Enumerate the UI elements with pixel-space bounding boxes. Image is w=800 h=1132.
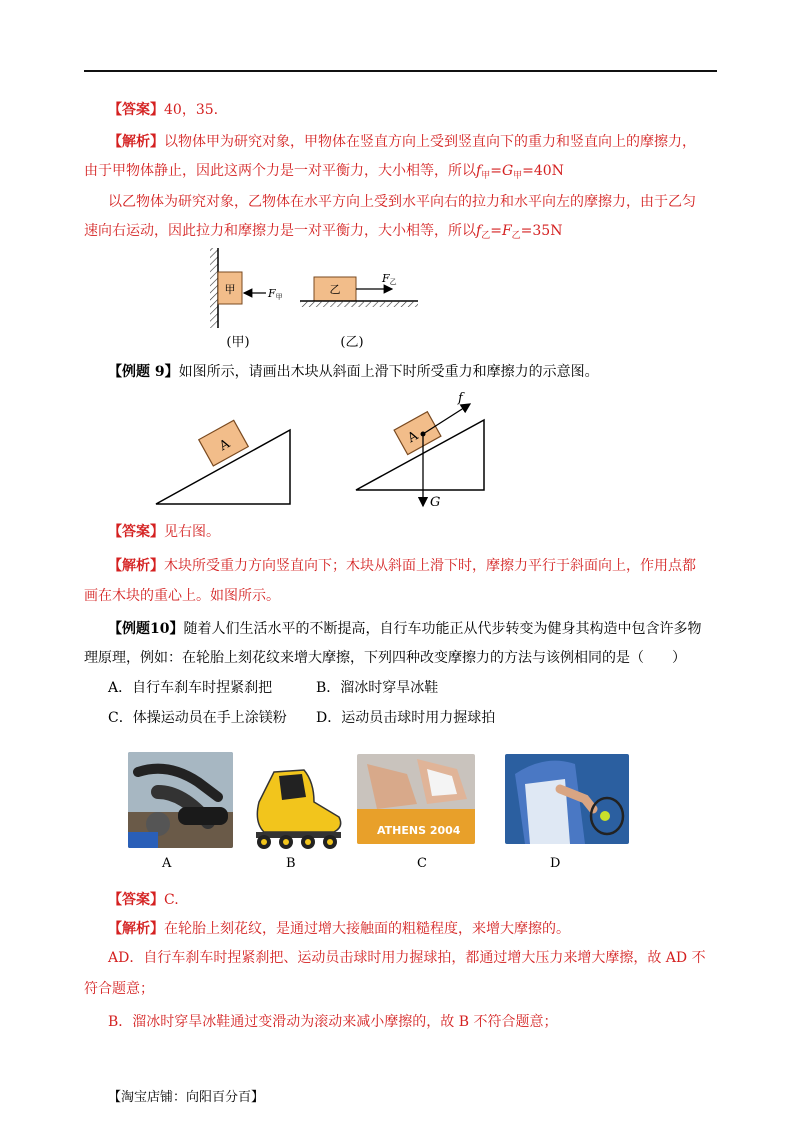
subscript: 甲 (481, 171, 491, 181)
svg-text:A: A (216, 436, 233, 455)
explanation-9-line2: 画在木块的重心上。如图所示。 (84, 588, 280, 604)
symbol-F: F (501, 223, 512, 239)
photo-caption-D: D (550, 856, 561, 871)
explanation-label: 【解析】 (108, 558, 164, 574)
explanation-10-line1 (108, 919, 570, 939)
caption-yi: (乙) (340, 335, 364, 350)
answer-label: 【答案】 (108, 102, 164, 118)
explanation-text: 木块所受重力方向竖直向下；木块从斜面上滑下时，摩擦力平行于斜面向上，作用点都 (164, 558, 696, 574)
block-A-left (199, 420, 249, 466)
photo-caption-A: A (162, 856, 172, 871)
wall-hatching (210, 248, 218, 328)
symbol-f: f (476, 163, 482, 179)
explanation-8-line1 (108, 132, 696, 152)
answer-8 (108, 100, 218, 120)
option-D: D．运动员击球时用力握球拍 (316, 710, 496, 726)
answer-10 (108, 890, 179, 910)
explanation-text: 速向右运动，因此拉力和摩擦力是一对平衡力，大小相等，所以 (84, 223, 476, 239)
subscript: 甲 (513, 171, 523, 181)
explanation-text: 以物体甲为研究对象，甲物体在竖直方向上受到竖直向下的重力和竖直向上的摩擦力， (164, 134, 696, 150)
gravity-label: G (430, 495, 441, 510)
equals: = (490, 223, 502, 239)
answer-value: 40，35. (164, 102, 219, 118)
explanation-9-line1 (108, 556, 696, 576)
figure-9-incline (150, 386, 500, 510)
caption-jia: (甲) (226, 335, 250, 350)
ground-hatching (300, 301, 418, 307)
svg-text:A: A (405, 428, 421, 447)
option-C: C．体操运动员在手上涂镁粉 (108, 710, 287, 726)
option-A: A．自行车刹车时捏紧刹把 (108, 680, 273, 696)
footer-shop-name: 【淘宝店铺：向阳百分百】 (108, 1090, 265, 1105)
force-label-yi: F乙 (382, 272, 397, 286)
value: =40N (522, 163, 564, 179)
subscript: 乙 (481, 231, 491, 241)
answer-label: 【答案】 (108, 892, 164, 908)
explanation-text: 由于甲物体静止，因此这两个力是一对平衡力，大小相等，所以 (84, 163, 476, 179)
photo-tennis-player (505, 754, 629, 844)
photo-roller-skate (244, 762, 350, 850)
explanation-10-line3: 符合题意； (84, 981, 154, 997)
force-label-jia: F甲 (268, 287, 283, 301)
explanation-10-line2: AD．自行车刹车时捏紧刹把、运动员击球时用力握球拍，都通过增大压力来增大摩擦，故 AD 不 (108, 950, 706, 966)
question-10-line1 (108, 619, 701, 639)
header-rule (84, 70, 717, 72)
figure-8-force-diagrams (200, 246, 430, 352)
question-text: 随着人们生活水平的不断提高，自行车功能正从代步转变为健身其构造中包含许多物 (183, 621, 702, 637)
symbol-f: f (476, 223, 482, 239)
explanation-label: 【解析】 (108, 921, 164, 937)
explanation-10-line4: B．溜冰时穿旱冰鞋通过变滑动为滚动来减小摩擦的，故 B 不符合题意； (108, 1014, 558, 1030)
explanation-8-line4 (84, 221, 562, 246)
photo-gymnast-chalk (357, 754, 475, 844)
question-9 (108, 362, 599, 382)
subscript: 乙 (511, 231, 521, 241)
explanation-label: 【解析】 (108, 134, 164, 150)
explanation-8-line3: 以乙物体为研究对象，乙物体在水平方向上受到水平向右的拉力和水平向左的摩擦力，由于乙匀 (108, 194, 696, 210)
question-10-line2: 理原理，例如：在轮胎上刻花纹来增大摩擦，下列四种改变摩擦力的方法与该例相同的是（ ） (84, 650, 686, 666)
photo-bicycle-brake (128, 752, 233, 848)
value: =35N (520, 223, 563, 239)
equals: = (490, 163, 502, 179)
answer-9 (108, 522, 220, 542)
question-label: 【例题10】 (108, 621, 184, 637)
athens-text: ATHENS 2004 (377, 824, 461, 837)
answer-label: 【答案】 (108, 524, 164, 540)
explanation-text: 在轮胎上刻花纹，是通过增大接触面的粗糙程度，来增大摩擦的。 (164, 921, 570, 937)
option-B: B．溜冰时穿旱冰鞋 (316, 680, 439, 696)
answer-value: C. (164, 892, 179, 908)
block-yi-label: 乙 (329, 283, 341, 296)
answer-value: 见右图。 (164, 524, 220, 540)
question-label: 【例题 9】 (108, 364, 179, 380)
question-text: 如图所示，请画出木块从斜面上滑下时所受重力和摩擦力的示意图。 (178, 364, 599, 380)
photo-caption-C: C (417, 856, 427, 871)
explanation-8-line2 (84, 161, 564, 186)
block-jia-label: 甲 (224, 283, 236, 296)
symbol-G: G (501, 163, 514, 179)
photo-caption-B: B (286, 856, 296, 871)
friction-label: f (458, 391, 463, 406)
